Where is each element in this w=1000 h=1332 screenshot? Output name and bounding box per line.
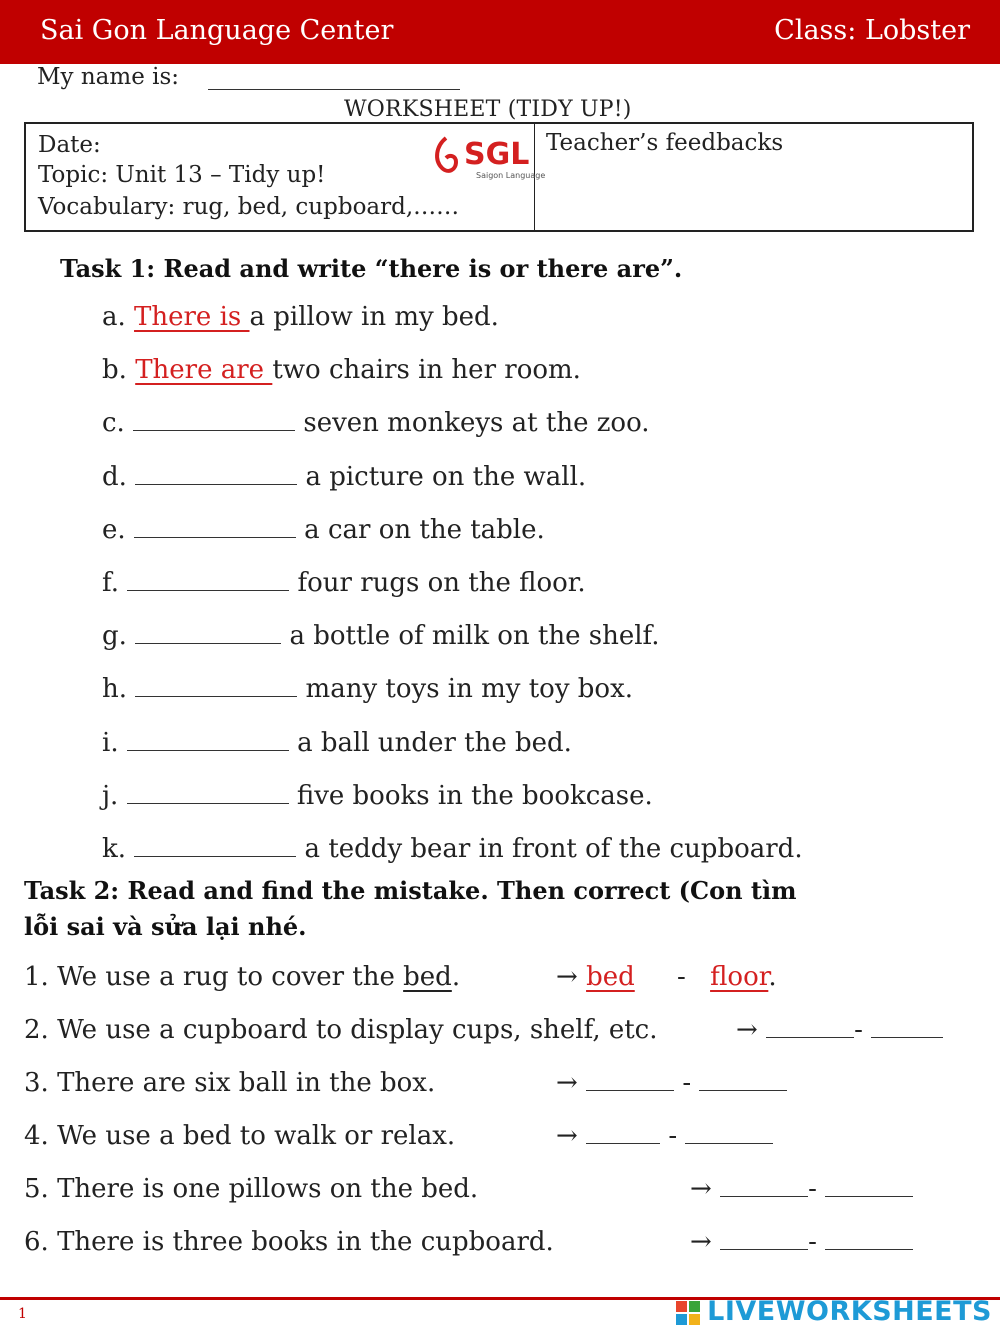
dash-separator: - — [808, 1227, 817, 1257]
task2-item-4-answer — [556, 1121, 773, 1151]
task1-item — [102, 302, 499, 332]
correction-blank[interactable] — [825, 1229, 913, 1250]
task2-item-4 — [24, 1121, 455, 1151]
date-label: Date: — [38, 132, 101, 158]
task1-item — [102, 674, 633, 704]
mistake-blank[interactable] — [586, 1070, 674, 1091]
name-row — [37, 64, 460, 90]
correction-blank[interactable] — [685, 1123, 773, 1144]
arrow-icon: → — [736, 1015, 758, 1045]
task1-item-text: seven monkeys at the zoo. — [295, 408, 650, 439]
task2-item-text: There is one pillows on the bed. — [57, 1174, 479, 1204]
logo-subtext: Saigon Language — [476, 171, 546, 180]
task1-answer-blank[interactable] — [133, 410, 295, 431]
task1-answer-blank[interactable] — [134, 836, 296, 857]
arrow-icon: → — [556, 1121, 578, 1151]
dash-separator: - — [854, 1015, 863, 1045]
mistake-blank[interactable] — [720, 1176, 808, 1197]
class-label: Class: Lobster — [774, 15, 970, 46]
task1-item-letter: f. — [102, 568, 119, 598]
mistake-blank[interactable] — [720, 1229, 808, 1250]
correction-blank[interactable] — [825, 1176, 913, 1197]
task1-item-letter: c. — [102, 408, 125, 439]
task1-item — [102, 568, 586, 598]
task2-item-text-before: We use a rug to cover the — [57, 962, 404, 992]
task1-item-text: a ball under the bed. — [288, 727, 572, 758]
task1-item — [102, 834, 803, 864]
task2-item-5-answer — [690, 1174, 913, 1204]
task1-answer-blank[interactable] — [135, 623, 281, 644]
mistake-blank[interactable] — [766, 1017, 854, 1038]
arrow-icon: → — [690, 1174, 712, 1204]
task1-answer-blank[interactable] — [135, 676, 297, 697]
task1-item-text: four rugs on the floor. — [289, 568, 586, 598]
task1-item-letter: e. — [102, 514, 126, 545]
task2-item-5 — [24, 1174, 478, 1204]
task1-item-letter: b. — [102, 355, 127, 386]
teacher-feedback-label: Teacher’s feedbacks — [546, 130, 784, 156]
task2-item-2 — [24, 1015, 658, 1045]
task1-item-text: a pillow in my bed. — [249, 302, 499, 332]
task2-underlined-word: bed — [403, 962, 452, 992]
dash-separator: - — [808, 1174, 817, 1204]
task1-item — [102, 355, 581, 385]
name-label: My name is: — [37, 64, 180, 90]
task1-item — [102, 781, 653, 811]
task2-item-number: 4. — [24, 1121, 49, 1151]
end-period: . — [768, 962, 777, 992]
correction-blank[interactable] — [699, 1070, 787, 1091]
task2-item-3 — [24, 1068, 435, 1098]
task1-item-text: a picture on the wall. — [297, 461, 587, 492]
task2-item-1-answer — [556, 962, 777, 992]
task1-item — [102, 408, 650, 438]
task2-item-1 — [24, 962, 460, 992]
topic-label: Topic: Unit 13 – Tidy up! — [38, 162, 326, 188]
sgl-logo — [432, 130, 546, 182]
task1-item — [102, 728, 572, 758]
task2-item-6-answer — [690, 1227, 913, 1257]
task2-item-text: There is three books in the cupboard. — [57, 1227, 554, 1257]
dash-separator: - — [682, 1068, 692, 1098]
worksheet-title: WORKSHEET (TIDY UP!) — [344, 97, 632, 122]
task1-item — [102, 621, 659, 651]
task1-answer-blank[interactable] — [134, 517, 296, 538]
task2-item-number: 6. — [24, 1227, 49, 1257]
task1-item — [102, 515, 545, 545]
name-input-line[interactable] — [208, 67, 460, 90]
task2-item-3-answer — [556, 1068, 787, 1098]
task1-answer[interactable]: There are — [135, 355, 273, 386]
task1-item-text: a teddy bear in front of the cupboard. — [296, 834, 803, 864]
mistake-word: bed — [586, 962, 635, 992]
task2-item-number: 5. — [24, 1174, 49, 1204]
task1-item-letter: k. — [102, 834, 127, 864]
task2-item-number: 2. — [24, 1015, 49, 1045]
dash-separator: - — [677, 962, 686, 992]
task2-item-number: 1. — [24, 962, 49, 992]
task1-item-letter: i. — [102, 727, 119, 758]
task1-item-text: many toys in my toy box. — [297, 674, 634, 705]
header-bar — [0, 0, 1000, 64]
task2-title-line1: Task 2: Read and find the mistake. Then correct (Con tìm — [24, 876, 797, 905]
task1-answer-blank[interactable] — [127, 783, 289, 804]
task1-item-letter: j. — [102, 780, 119, 811]
task1-item-letter: g. — [102, 621, 127, 652]
info-left-cell — [26, 124, 546, 230]
task2-item-text: There are six ball in the box. — [57, 1068, 436, 1098]
task2-item-number: 3. — [24, 1068, 49, 1098]
dash-separator: - — [668, 1121, 678, 1151]
task1-item-text: five books in the bookcase. — [288, 780, 653, 811]
page-number: 1 — [18, 1306, 27, 1322]
task1-item-text: a car on the table. — [295, 514, 545, 545]
vocabulary-label: Vocabulary: rug, bed, cupboard,…… — [38, 194, 460, 220]
task1-item-text: two chairs in her room. — [272, 355, 581, 386]
task1-item — [102, 462, 586, 492]
correction-blank[interactable] — [871, 1017, 943, 1038]
task1-answer-blank[interactable] — [127, 570, 289, 591]
school-name: Sai Gon Language Center — [40, 15, 394, 46]
task1-item-text: a bottle of milk on the shelf. — [281, 621, 660, 652]
task2-item-text: We use a bed to walk or relax. — [57, 1121, 456, 1151]
task1-item-letter: h. — [102, 674, 128, 705]
liveworksheets-logo-icon — [675, 1300, 701, 1326]
task1-answer[interactable]: There is — [134, 302, 250, 332]
task2-item-text-after: . — [451, 962, 461, 992]
liveworksheets-brand[interactable] — [675, 1296, 992, 1328]
task2-title-line2: lỗi sai và sửa lại nhé. — [24, 912, 307, 941]
arrow-icon: → — [556, 962, 578, 992]
task2-item-2-answer — [736, 1015, 943, 1045]
info-box — [24, 122, 974, 232]
correction-word: floor — [710, 962, 769, 992]
task1-item-letter: d. — [102, 461, 127, 492]
task1-title: Task 1: Read and write “there is or there are”. — [60, 254, 683, 283]
task2-item-6 — [24, 1227, 554, 1257]
mistake-blank[interactable] — [586, 1123, 660, 1144]
task1-answer-blank[interactable] — [127, 730, 289, 751]
arrow-icon: → — [556, 1068, 578, 1098]
logo-text: SGL — [464, 137, 530, 172]
arrow-icon: → — [690, 1227, 712, 1257]
task1-answer-blank[interactable] — [135, 464, 297, 485]
liveworksheets-text: LIVEWORKSHEETS — [707, 1296, 992, 1327]
task2-item-text: We use a cupboard to display cups, shelf, etc. — [57, 1015, 658, 1045]
task1-item-letter: a. — [102, 302, 126, 332]
